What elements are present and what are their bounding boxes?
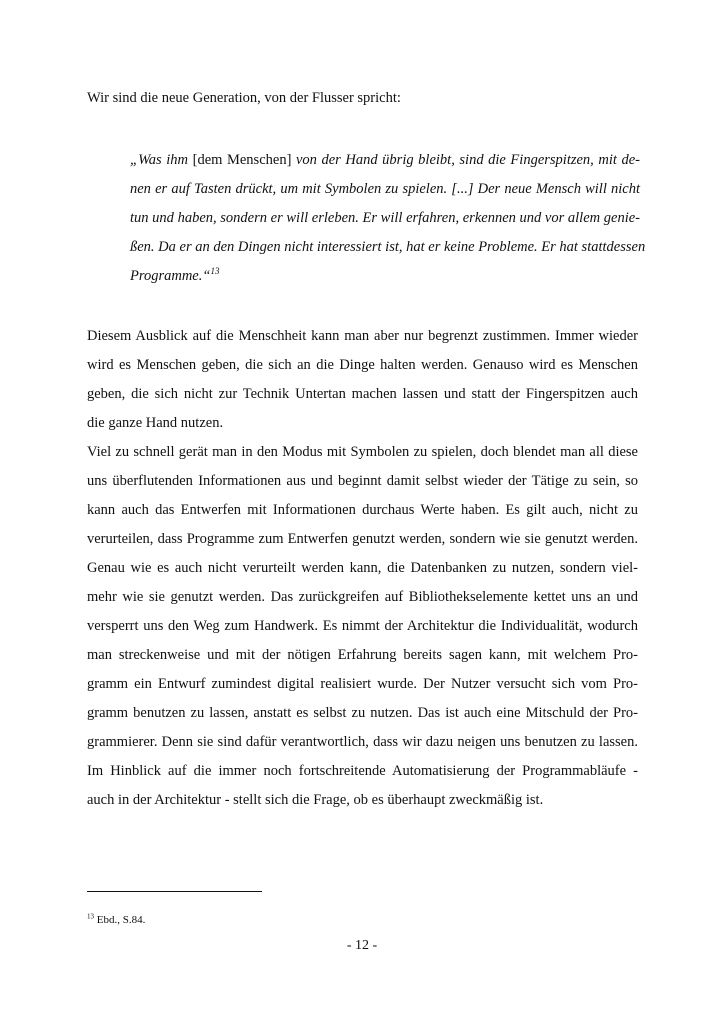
quote-text: Programme.“ (130, 268, 211, 284)
body-line: Genau wie es auch nicht verurteilt werden kann, die Datenbanken zu nutzen, sondern viel- (87, 560, 638, 576)
footnote (87, 913, 145, 927)
body-line: Im Hinblick auf die immer noch fortschreitende Automatisierung der Programmabläufe - (87, 763, 638, 779)
quote-line: tun und haben, sondern er will erleben. Er will erfahren, erkennen und vor allem genie- (130, 210, 640, 226)
body-line: mehr wie sie genutzt werden. Das zurückgreifen auf Bibliothekselemente kettet uns an und (87, 589, 638, 605)
quote-line (130, 262, 640, 291)
body-line: auch in der Architektur - stellt sich die Frage, ob es überhaupt zweckmäßig ist. (87, 792, 544, 808)
body-line: grammierer. Denn sie sind dafür verantwortlich, dass wir dazu neigen uns benutzen zu lassen. (87, 734, 638, 750)
block-quote (130, 146, 646, 291)
quote-text: von der Hand übrig bleibt, sind die Fingerspitzen, mit de- (291, 152, 640, 168)
intro-sentence: Wir sind die neue Generation, von der Flusser spricht: (87, 90, 401, 106)
footnote-text: Ebd., S.84. (94, 914, 146, 926)
body-line: wird es Menschen geben, die sich an die Dinge halten werden. Genauso wird es Menschen (87, 357, 638, 373)
page-number: - 12 - (346, 938, 378, 953)
body-line: die ganze Hand nutzen. (87, 415, 224, 431)
body-line: uns überflutenden Informationen aus und beginnt damit selbst wieder der Tätige zu sein, so (87, 473, 638, 489)
body-line: verurteilen, dass Programme zum Entwerfen genutzt werden, sondern wie sie genutzt werden. (87, 531, 638, 547)
quote-line (130, 146, 640, 175)
body-line: gramm ein Entwurf zumindest digital realisiert wurde. Der Nutzer versucht sich vom Pro- (87, 676, 638, 692)
quote-line: nen er auf Tasten drückt, um mit Symbolen zu spielen. [...] Der neue Mensch will nicht (130, 181, 640, 197)
body-line: versperrt uns den Weg zum Handwerk. Es nimmt der Architektur die Individualität, wodurch (87, 618, 638, 634)
body-line: gramm benutzen zu lassen, anstatt es selbst zu nutzen. Das ist auch eine Mitschuld der Pro- (87, 705, 638, 721)
body-line: man streckenweise und mit der nötigen Erfahrung bereits sagen kann, mit welchem Pro- (87, 647, 638, 663)
footnote-separator (87, 891, 262, 892)
body-line: Viel zu schnell gerät man in den Modus mit Symbolen zu spielen, doch blendet man all diese (87, 444, 638, 460)
body-line: geben, die sich nicht zur Technik Untertan machen lassen und statt der Fingerspitzen auch (87, 386, 638, 402)
footnote-reference[interactable]: 13 (210, 266, 220, 277)
footnote-number: 13 (87, 912, 94, 921)
quote-insertion: [dem Menschen] (192, 152, 292, 168)
quote-line: ßen. Da er an den Dingen nicht interessiert ist, hat er keine Probleme. Er hat stattdessen (130, 239, 646, 255)
body-paragraphs (87, 322, 638, 815)
body-line: kann auch das Entwerfen mit Informationen durchaus Werte haben. Es gilt auch, nicht zu (87, 502, 638, 518)
quote-text: „Was ihm (130, 152, 193, 168)
body-line: Diesem Ausblick auf die Menschheit kann man aber nur begrenzt zustimmen. Immer wieder (87, 328, 638, 344)
